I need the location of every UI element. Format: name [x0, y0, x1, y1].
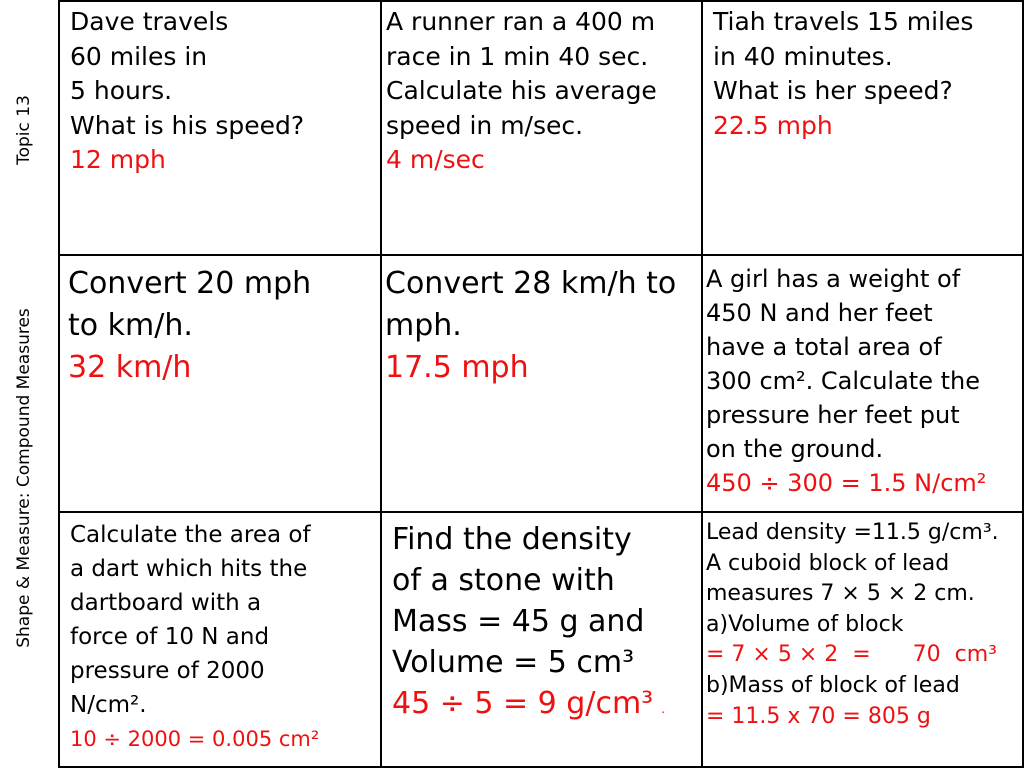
- question-cell-speed-dave: [70, 5, 304, 178]
- grid-line: [58, 254, 1024, 256]
- topic-label: Topic 13: [14, 95, 34, 165]
- question-cell-density: [392, 519, 665, 730]
- question-line: Find the density: [392, 522, 632, 557]
- answer: 22.5 mph: [713, 110, 833, 140]
- question-line: A runner ran a 400 m: [386, 7, 656, 36]
- answer-volume: = 7 × 5 × 2 = 70 cm³: [706, 642, 997, 668]
- question-cell-lead-block: [706, 518, 999, 732]
- question-line: on the ground.: [706, 435, 884, 463]
- question-line: a dart which hits the: [70, 556, 308, 582]
- question-line: 300 cm². Calculate the: [706, 367, 980, 395]
- grid-line: [58, 0, 60, 768]
- strand-label: Shape & Measure: Compound Measures: [14, 308, 34, 648]
- question-cell-convert-mph: [68, 263, 311, 389]
- grid-line: [58, 511, 1024, 513]
- question-cell-runner: [386, 5, 657, 178]
- question-cell-tiah: [713, 5, 973, 143]
- question-line: 5 hours.: [70, 76, 173, 105]
- answer: 32 km/h: [68, 350, 192, 385]
- question-line: A cuboid block of lead: [706, 550, 950, 576]
- question-line: have a total area of: [706, 333, 942, 361]
- question-cell-dart-area: [70, 518, 319, 756]
- question-line: Volume = 5 cm³: [392, 645, 635, 680]
- question-line: measures 7 × 5 × 2 cm.: [706, 581, 975, 607]
- sidebar: [0, 0, 58, 768]
- question-line: dartboard with a: [70, 590, 262, 616]
- question-line: to km/h.: [68, 308, 193, 343]
- question-line: force of 10 N and: [70, 624, 270, 650]
- question-line: mph.: [385, 308, 462, 343]
- answer-dot: .: [661, 702, 666, 716]
- question-line: Convert 20 mph: [68, 266, 312, 301]
- question-cell-pressure: [706, 262, 986, 500]
- question-line: 60 miles in: [70, 41, 208, 71]
- question-line: Calculate his average: [386, 76, 657, 105]
- question-line: Lead density =11.5 g/cm³.: [706, 520, 999, 545]
- grid-line: [380, 0, 382, 768]
- answer: 450 ÷ 300 = 1.5 N/cm²: [706, 469, 987, 497]
- answer: 4 m/sec: [386, 145, 485, 174]
- answer-mass: = 11.5 x 70 = 805 g: [706, 703, 931, 729]
- question-line: 450 N and her feet: [706, 299, 933, 327]
- question-line: N/cm².: [70, 692, 147, 718]
- question-line: Dave travels: [70, 7, 229, 36]
- grid-line: [701, 0, 703, 768]
- answer: 45 ÷ 5 = 9 g/cm³: [392, 686, 654, 721]
- grid-line: [58, 0, 1024, 2]
- question-cell-convert-kmh: [385, 263, 676, 389]
- question-grid: [58, 0, 1024, 768]
- question-line: pressure of 2000: [70, 658, 265, 684]
- question-line: What is his speed?: [70, 110, 305, 140]
- question-line: Calculate the area of: [70, 522, 311, 548]
- answer: 17.5 mph: [385, 350, 529, 385]
- question-line: a)Volume of block: [706, 611, 904, 637]
- question-line: in 40 minutes.: [713, 41, 893, 71]
- question-line: speed in m/sec.: [386, 110, 584, 140]
- question-line: A girl has a weight of: [706, 265, 961, 293]
- question-line: pressure her feet put: [706, 401, 960, 429]
- question-line: Mass = 45 g and: [392, 604, 645, 639]
- answer: 12 mph: [70, 145, 166, 174]
- answer: 10 ÷ 2000 = 0.005 cm²: [70, 727, 320, 751]
- question-line: race in 1 min 40 sec.: [386, 41, 649, 71]
- question-line: Tiah travels 15 miles: [713, 7, 974, 36]
- question-line: of a stone with: [392, 563, 615, 598]
- question-line: What is her speed?: [713, 76, 953, 105]
- question-line: b)Mass of block of lead: [706, 672, 960, 698]
- question-line: Convert 28 km/h to: [385, 266, 677, 301]
